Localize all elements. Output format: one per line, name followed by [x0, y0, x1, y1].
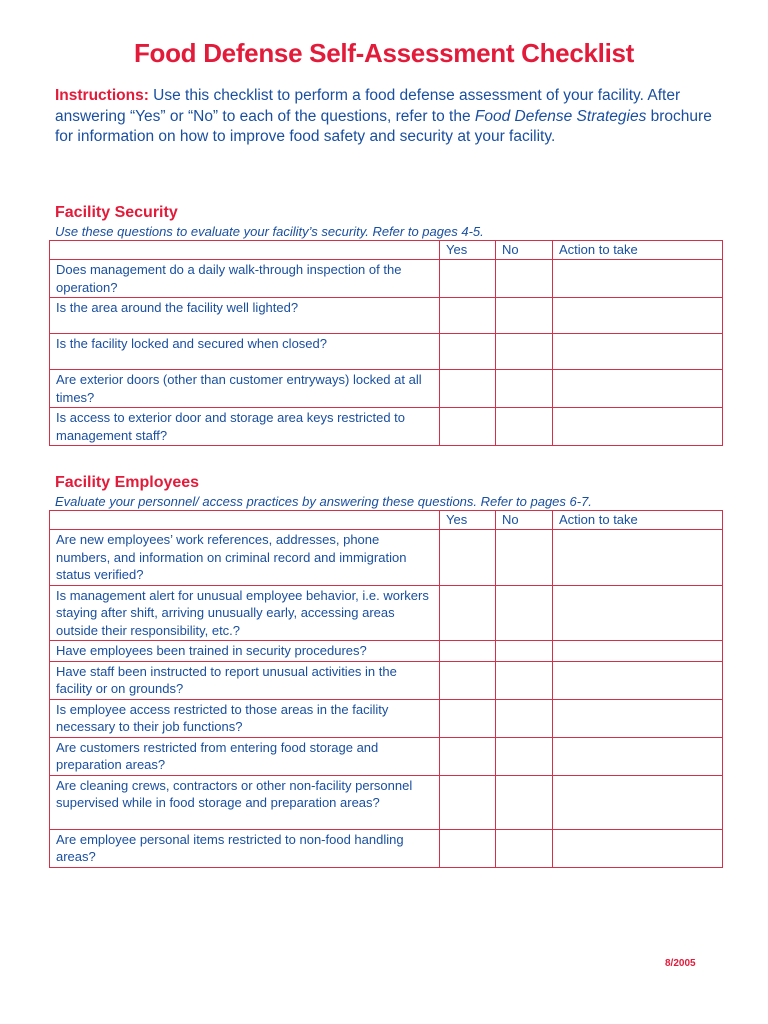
table-row: [50, 641, 723, 662]
question-header: [50, 511, 440, 530]
yes-cell[interactable]: [440, 334, 496, 370]
question-cell: Are new employees’ work references, addresses, phone numbers, and information on criminal record and immigration status verified?: [50, 530, 440, 586]
yes-cell[interactable]: [440, 370, 496, 408]
table-row: [50, 829, 723, 867]
table-row: [50, 334, 723, 370]
action-cell[interactable]: [553, 585, 723, 641]
brochure-title: Food Defense Strategies: [474, 107, 647, 125]
no-cell[interactable]: [496, 641, 553, 662]
action-cell[interactable]: [553, 530, 723, 586]
action-cell[interactable]: [553, 737, 723, 775]
question-cell: Is access to exterior door and storage area keys restricted to management staff?: [50, 408, 440, 446]
yes-cell[interactable]: [440, 699, 496, 737]
yes-column-header: Yes: [440, 511, 496, 530]
question-cell: Are employee personal items restricted to non-food handling areas?: [50, 829, 440, 867]
question-cell: Is the facility locked and secured when closed?: [50, 334, 440, 370]
yes-cell[interactable]: [440, 641, 496, 662]
table-row: [50, 370, 723, 408]
question-cell: Is employee access restricted to those areas in the facility necessary to their job functions?: [50, 699, 440, 737]
table-row: [50, 661, 723, 699]
footer-date: 8/2005: [665, 958, 696, 969]
no-cell[interactable]: [496, 829, 553, 867]
action-column-header: Action to take: [553, 241, 723, 260]
table-row: [50, 775, 723, 829]
section-subtitle-facility-security: Use these questions to evaluate your facility’s security. Refer to pages 4-5.: [55, 224, 484, 239]
question-cell: Have employees been trained in security procedures?: [50, 641, 440, 662]
no-column-header: No: [496, 511, 553, 530]
action-cell[interactable]: [553, 260, 723, 298]
yes-column-header: Yes: [440, 241, 496, 260]
table-row: [50, 298, 723, 334]
yes-cell[interactable]: [440, 408, 496, 446]
no-cell[interactable]: [496, 334, 553, 370]
instructions-paragraph: [55, 86, 725, 148]
table-row: [50, 699, 723, 737]
facility-employees-table: [49, 510, 723, 868]
no-cell[interactable]: [496, 699, 553, 737]
no-cell[interactable]: [496, 530, 553, 586]
no-cell[interactable]: [496, 737, 553, 775]
facility-security-table: [49, 240, 723, 446]
table-row: [50, 585, 723, 641]
yes-cell[interactable]: [440, 260, 496, 298]
yes-cell[interactable]: [440, 737, 496, 775]
yes-cell[interactable]: [440, 661, 496, 699]
table-row: [50, 408, 723, 446]
section-title-facility-employees: Facility Employees: [55, 474, 200, 491]
instructions-text-before: Use this checklist to perform a food defense assessment of your facility. After answering “Yes” or “No” to each of the questions, refer to the: [55, 87, 681, 125]
question-cell: Is management alert for unusual employee behavior, i.e. workers staying after shift, arriving unusually early, accessing areas outside their responsibility, etc.?: [50, 585, 440, 641]
section-subtitle-facility-employees: Evaluate your personnel/ access practices by answering these questions. Refer to pages 6-7.: [55, 494, 592, 509]
action-cell[interactable]: [553, 641, 723, 662]
table-row: [50, 530, 723, 586]
table-row: [50, 260, 723, 298]
no-cell[interactable]: [496, 775, 553, 829]
question-cell: Does management do a daily walk-through inspection of the operation?: [50, 260, 440, 298]
no-column-header: No: [496, 241, 553, 260]
action-cell[interactable]: [553, 370, 723, 408]
action-cell[interactable]: [553, 298, 723, 334]
question-cell: Are customers restricted from entering food storage and preparation areas?: [50, 737, 440, 775]
yes-cell[interactable]: [440, 829, 496, 867]
yes-cell[interactable]: [440, 298, 496, 334]
yes-cell[interactable]: [440, 585, 496, 641]
no-cell[interactable]: [496, 408, 553, 446]
instructions-label: Instructions:: [55, 87, 149, 104]
question-header: [50, 241, 440, 260]
section-title-facility-security: Facility Security: [55, 204, 178, 221]
no-cell[interactable]: [496, 585, 553, 641]
yes-cell[interactable]: [440, 530, 496, 586]
table-header-row: [50, 241, 723, 260]
action-cell[interactable]: [553, 408, 723, 446]
no-cell[interactable]: [496, 260, 553, 298]
yes-cell[interactable]: [440, 775, 496, 829]
question-cell: Are cleaning crews, contractors or other non-facility personnel supervised while in food storage and preparation areas?: [50, 775, 440, 829]
page-title: Food Defense Self-Assessment Checklist: [133, 38, 635, 68]
question-cell: Are exterior doors (other than customer entryways) locked at all times?: [50, 370, 440, 408]
instructions-text-after: brochure for information on how to improve food safety and security at your facility.: [55, 107, 712, 145]
table-header-row: [50, 511, 723, 530]
question-cell: Have staff been instructed to report unusual activities in the facility or on grounds?: [50, 661, 440, 699]
action-cell[interactable]: [553, 334, 723, 370]
action-column-header: Action to take: [553, 511, 723, 530]
no-cell[interactable]: [496, 661, 553, 699]
action-cell[interactable]: [553, 775, 723, 829]
action-cell[interactable]: [553, 829, 723, 867]
no-cell[interactable]: [496, 370, 553, 408]
action-cell[interactable]: [553, 699, 723, 737]
action-cell[interactable]: [553, 661, 723, 699]
table-row: [50, 737, 723, 775]
question-cell: Is the area around the facility well lighted?: [50, 298, 440, 334]
no-cell[interactable]: [496, 298, 553, 334]
